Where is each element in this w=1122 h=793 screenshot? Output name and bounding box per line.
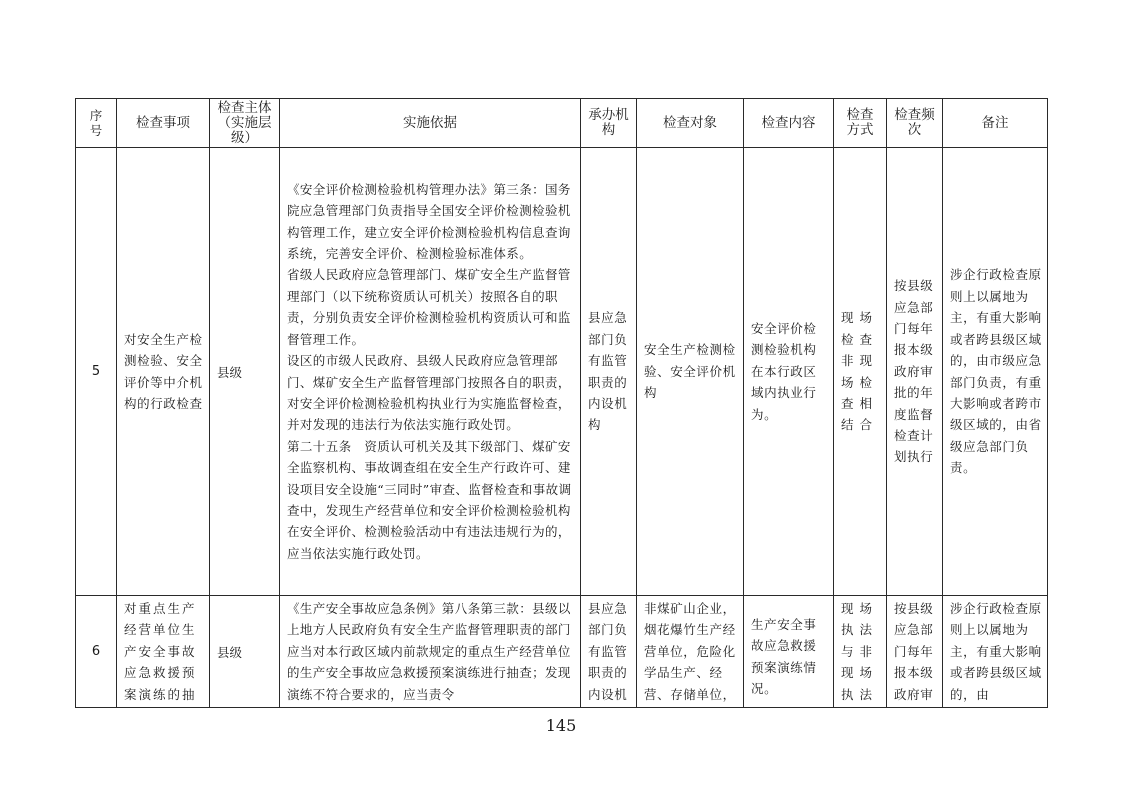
header-org: 承办机构	[581, 99, 637, 148]
row-seq: 6	[76, 596, 117, 708]
row-content: 生产安全事故应急救援预案演练情况。	[744, 596, 834, 708]
row-org: 县应急部门负有监管职责的内设机	[581, 596, 637, 708]
row-item: 对安全生产检测检验、安全评价等中介机构的行政检查	[117, 148, 210, 596]
row-subject: 县级	[210, 148, 280, 596]
row-org: 县应急部门负有监管职责的内设机构	[581, 148, 637, 596]
inspection-table	[75, 98, 1048, 708]
header-subject: 检查主体（实施层级）	[210, 99, 280, 148]
header-row	[76, 99, 1048, 148]
row-note: 涉企行政检查原则上以属地为主，有重大影响或者跨县级区域的，由市级应急部门负责，有重大影响或者跨市级区域的，由省级应急部门负责。	[943, 148, 1048, 596]
basis-paragraph: 第二十五条 资质认可机关及其下级部门、煤矿安全监察机构、事故调查组在安全生产行政许可、建设项目安全设施“三同时”审查、监督检查和事故调查中，发现生产经营单位和安全评价检测检验机构在安全评价、检测检验活动中有违法违规行为的，应当依法实施行政处罚。	[287, 438, 572, 561]
page-number: 145	[545, 716, 577, 735]
basis-paragraph: 省级人民政府应急管理部门、煤矿安全生产监督管理部门（以下统称资质认可机关）按照各自的职责，分别负责安全评价检测检验机构资质认可和监督管理工作。	[287, 267, 571, 347]
row-basis	[280, 148, 581, 596]
table-row	[76, 596, 1048, 708]
row-content: 安全评价检测检验机构在本行政区域内执业行为。	[744, 148, 834, 596]
basis-paragraph: 《生产安全事故应急条例》第八条第三款：县级以上地方人民政府负有安全生产监督管理职责的部门应当对本行政区域内前款规定的重点生产经营单位的生产安全事故应急救援预案演练进行抽查；发现演练不符合要求的，应当责令	[287, 601, 571, 702]
row-method: 现场检查非现场检查相结合	[834, 148, 887, 596]
row-basis	[280, 596, 581, 708]
header-basis: 实施依据	[280, 99, 581, 148]
basis-paragraph: 设区的市级人民政府、县级人民政府应急管理部门、煤矿安全生产监督管理部门按照各自的职责，对安全评价检测检验机构执业行为实施监督检查，并对发现的违法行为依法实施行政处罚。	[287, 353, 571, 433]
header-content: 检查内容	[744, 99, 834, 148]
header-item: 检查事项	[117, 99, 210, 148]
header-method: 检查方式	[834, 99, 887, 148]
table-row	[76, 148, 1048, 596]
row-method: 现场执法与非现场执法	[834, 596, 887, 708]
row-object: 安全生产检测检验、安全评价机构	[637, 148, 744, 596]
row-item: 对重点生产经营单位生产安全事故应急救援预案演练的抽	[117, 596, 210, 708]
row-object: 非煤矿山企业，烟花爆竹生产经营单位，危险化学品生产、经营、存储单位，	[637, 596, 744, 708]
basis-paragraph: 《安全评价检测检验机构管理办法》第三条：国务院应急管理部门负责指导全国安全评价检测检验机构管理工作，建立安全评价检测检验机构信息查询系统，完善安全评价、检测检验标准体系。	[287, 181, 571, 262]
row-note: 涉企行政检查原则上以属地为主，有重大影响或者跨县级区域的，由	[943, 596, 1048, 708]
header-object: 检查对象	[637, 99, 744, 148]
header-note: 备注	[943, 99, 1048, 148]
header-seq: 序号	[76, 99, 117, 148]
row-subject: 县级	[210, 596, 280, 708]
row-seq: 5	[76, 148, 117, 596]
row-freq: 按县级应急部门每年报本级政府审	[887, 596, 943, 708]
row-freq: 按县级应急部门每年报本级政府审批的年度监督检查计划执行	[887, 148, 943, 596]
header-freq: 检查频次	[887, 99, 943, 148]
